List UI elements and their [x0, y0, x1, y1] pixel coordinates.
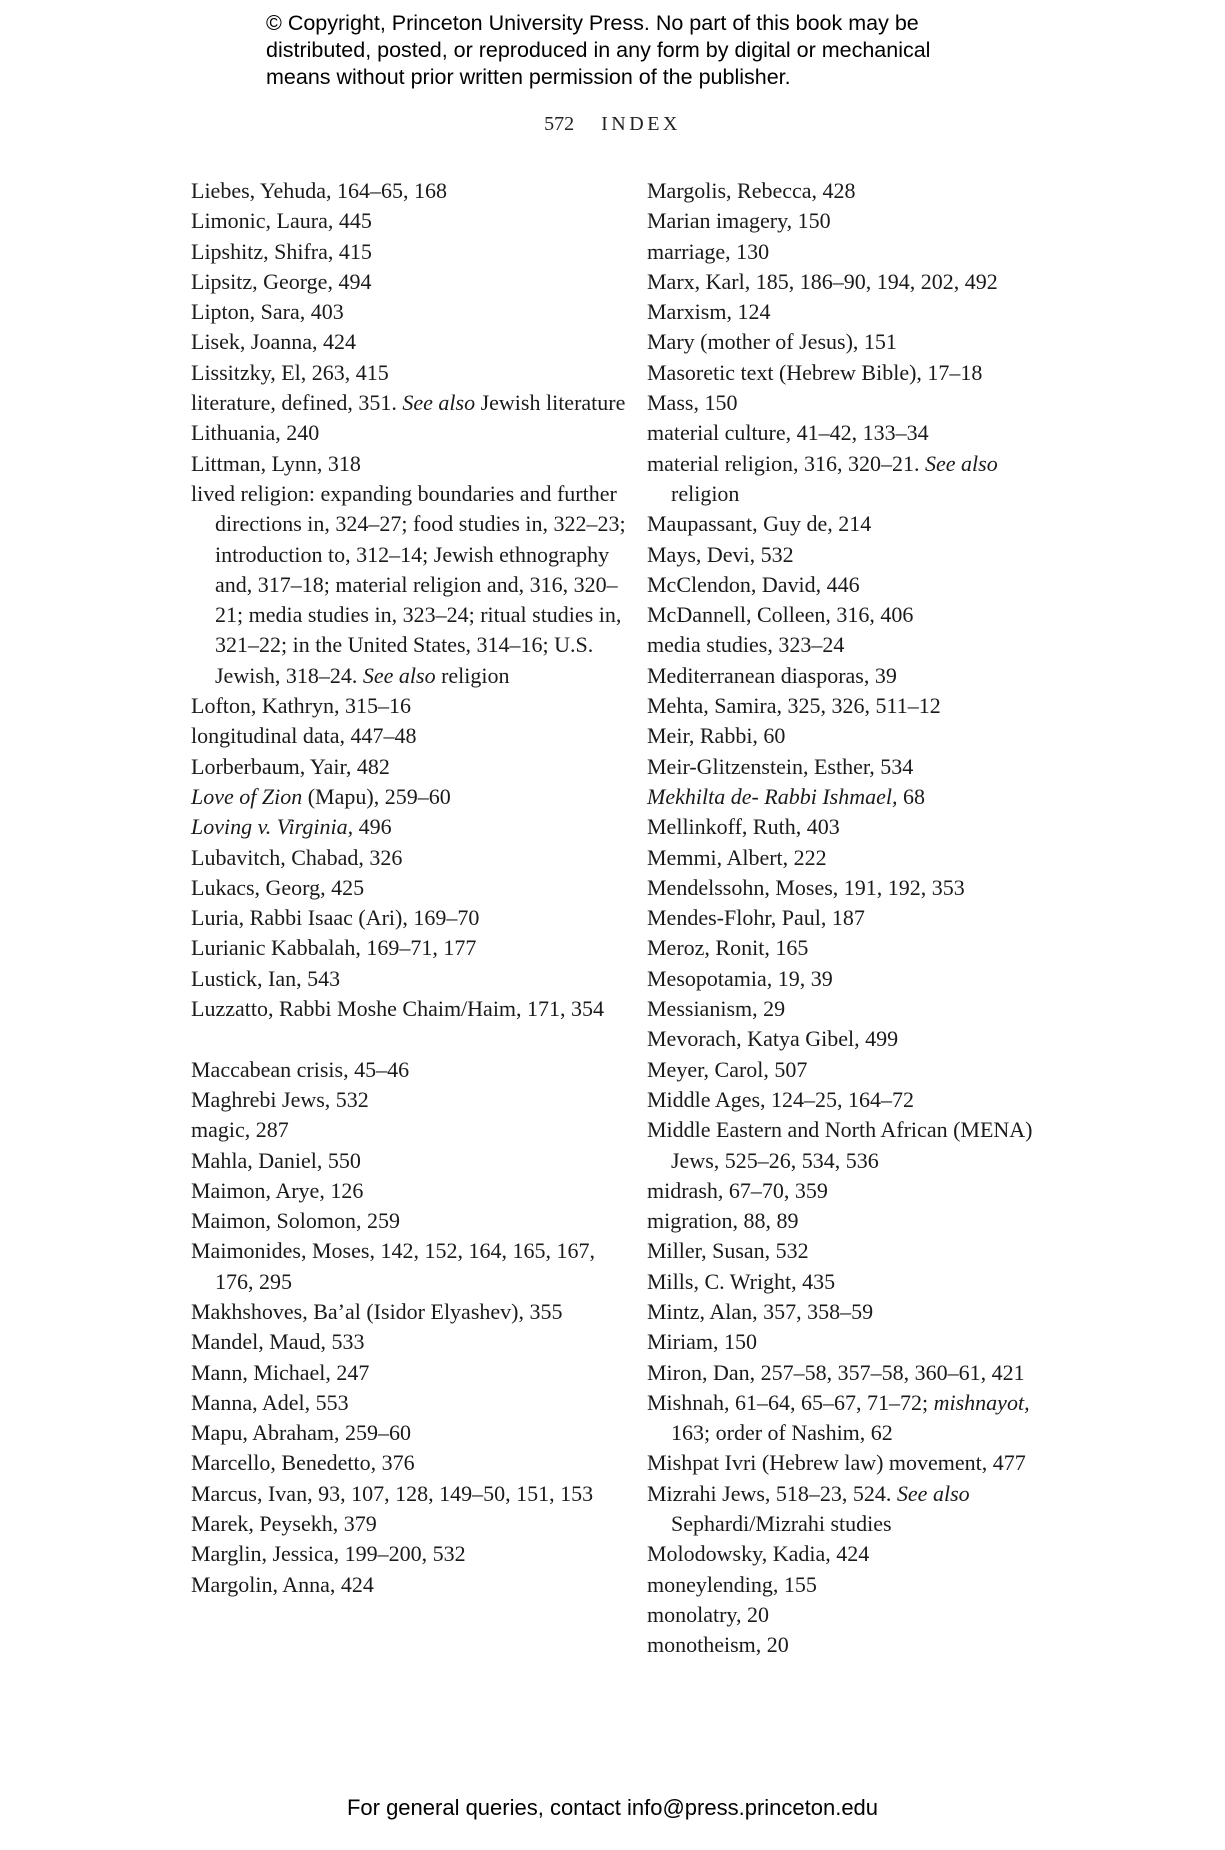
index-entry: Marcello, Benedetto, 376	[191, 1450, 415, 1476]
index-entry: Love of Zion (Mapu), 259–60	[191, 783, 451, 809]
index-entry: Mehta, Samira, 325, 326, 511–12	[647, 693, 941, 719]
index-entry: Luzzatto, Rabbi Moshe Chaim/Haim, 171, 354	[191, 996, 605, 1022]
index-entry: material culture, 41–42, 133–34	[647, 420, 929, 446]
index-entry: Mills, C. Wright, 435	[647, 1268, 836, 1294]
index-entry: Lipshitz, Shifra, 415	[191, 238, 372, 264]
index-entry: Mendes-Flohr, Paul, 187	[647, 905, 865, 931]
index-entry: Mellinkoff, Ruth, 403	[647, 814, 840, 840]
index-entry: Lurianic Kabbalah, 169–71, 177	[191, 935, 477, 961]
index-entry: migration, 88, 89	[647, 1208, 799, 1234]
index-entry: Mahla, Daniel, 550	[191, 1147, 361, 1173]
index-entry: Mizrahi Jews, 518–23, 524. See also Sephardi/Mizrahi studies	[647, 1480, 970, 1537]
index-entry: Maimon, Solomon, 259	[191, 1208, 401, 1234]
index-entry: Marian imagery, 150	[647, 208, 831, 234]
index-entry: Luria, Rabbi Isaac (Ari), 169–70	[191, 905, 480, 931]
index-entry: Mary (mother of Jesus), 151	[647, 329, 897, 355]
index-entry: Mevorach, Katya Gibel, 499	[647, 1026, 899, 1052]
index-entry: Mandel, Maud, 533	[191, 1329, 365, 1355]
index-entry: Mishpat Ivri (Hebrew law) movement, 477	[647, 1450, 1026, 1476]
index-entry: Maghrebi Jews, 532	[191, 1086, 369, 1112]
index-entry: Lofton, Kathryn, 315–16	[191, 693, 411, 719]
index-entry: Molodowsky, Kadia, 424	[647, 1541, 870, 1567]
index-entry: Lipton, Sara, 403	[191, 299, 344, 325]
index-entry: monolatry, 20	[647, 1601, 769, 1627]
index-entry: Liebes, Yehuda, 164–65, 168	[191, 178, 448, 203]
index-entry: Mann, Michael, 247	[191, 1359, 370, 1385]
index-entry: Maimon, Arye, 126	[191, 1177, 364, 1203]
section-title: INDEX	[601, 113, 681, 135]
index-entry: Masoretic text (Hebrew Bible), 17–18	[647, 359, 983, 385]
index-column-right	[647, 176, 1067, 1661]
index-entry: Mendelssohn, Moses, 191, 192, 353	[647, 874, 965, 900]
index-entry: moneylending, 155	[647, 1571, 817, 1597]
index-entry: Mintz, Alan, 357, 358–59	[647, 1298, 874, 1324]
index-entry: Meroz, Ronit, 165	[647, 935, 809, 961]
index-entry: Mediterranean diasporas, 39	[647, 662, 897, 688]
index-entry: Manna, Adel, 553	[191, 1389, 349, 1415]
index-entry: Makhshoves, Ba’al (Isidor Elyashev), 355	[191, 1298, 563, 1324]
index-entry: Margolis, Rebecca, 428	[647, 178, 856, 203]
index-entry: Maupassant, Guy de, 214	[647, 511, 872, 537]
index-entry: Lisek, Joanna, 424	[191, 329, 356, 355]
index-entry: Maccabean crisis, 45–46	[191, 1056, 410, 1082]
index-entry: Marglin, Jessica, 199–200, 532	[191, 1541, 466, 1567]
index-entry: Lissitzky, El, 263, 415	[191, 359, 389, 385]
index-column-left	[191, 176, 631, 1600]
index-entry: Loving v. Virginia, 496	[191, 814, 392, 840]
index-entry: Mesopotamia, 19, 39	[647, 965, 833, 991]
running-head	[0, 113, 1225, 136]
index-entry: Miron, Dan, 257–58, 357–58, 360–61, 421	[647, 1359, 1025, 1385]
index-entry: Marek, Peysekh, 379	[191, 1511, 377, 1537]
index-entry: Meyer, Carol, 507	[647, 1056, 808, 1082]
index-entry: Mishnah, 61–64, 65–67, 71–72; mishnayot, 163; order of Nashim, 62	[647, 1389, 1030, 1446]
index-entry: Maimonides, Moses, 142, 152, 164, 165, 167, 176, 295	[191, 1238, 595, 1294]
index-entry: McDannell, Colleen, 316, 406	[647, 602, 914, 628]
index-entry: Marx, Karl, 185, 186–90, 194, 202, 492	[647, 268, 998, 294]
index-entry: Lorberbaum, Yair, 482	[191, 753, 390, 779]
index-entry: Limonic, Laura, 445	[191, 208, 372, 234]
index-entry: lived religion: expanding boundaries and further directions in, 324–27; food studies in, 322–23; introduction to, 312–14; Jewish ethnography and, 317–18; material religion and, 316, 320–21; media studies in, 323–24; ritual studies in, 321–22; in the United States, 314–16; U.S. Jewish, 318–24. See also religion	[191, 480, 626, 688]
index-entry: marriage, 130	[647, 238, 770, 264]
index-entry: Lipsitz, George, 494	[191, 268, 372, 294]
index-entry: media studies, 323–24	[647, 632, 845, 658]
index-entry: Miller, Susan, 532	[647, 1238, 809, 1264]
index-entry: Messianism, 29	[647, 996, 786, 1022]
index-entry: Meir, Rabbi, 60	[647, 723, 786, 749]
index-entry: McClendon, David, 446	[647, 571, 860, 597]
index-entry: magic, 287	[191, 1117, 289, 1143]
index-entry: Margolin, Anna, 424	[191, 1571, 374, 1597]
index-entry: midrash, 67–70, 359	[647, 1177, 828, 1203]
index-entry: Lithuania, 240	[191, 420, 320, 446]
index-entry: Littman, Lynn, 318	[191, 450, 361, 476]
index-entry: longitudinal data, 447–48	[191, 723, 417, 749]
footer-contact: For general queries, contact info@press.princeton.edu	[346, 1795, 879, 1820]
index-entry: Lukacs, Georg, 425	[191, 874, 365, 900]
index-entry: Marxism, 124	[647, 299, 771, 325]
index-entry: Middle Eastern and North African (MENA) Jews, 525–26, 534, 536	[647, 1117, 1033, 1173]
index-entry: literature, defined, 351. See also Jewish literature	[191, 390, 626, 416]
index-entry: Mekhilta de- Rabbi Ishmael, 68	[647, 783, 925, 809]
index-entry: Marcus, Ivan, 93, 107, 128, 149–50, 151, 153	[191, 1480, 594, 1506]
letter-gap	[191, 1024, 631, 1054]
index-entry: Memmi, Albert, 222	[647, 844, 827, 870]
page-number: 572	[544, 113, 575, 135]
index-entry: material religion, 316, 320–21. See also religion	[647, 450, 998, 506]
index-entry: Miriam, 150	[647, 1329, 757, 1355]
index-entry: Lubavitch, Chabad, 326	[191, 844, 403, 870]
index-entry: Mays, Devi, 532	[647, 541, 794, 567]
index-entry: Lustick, Ian, 543	[191, 965, 341, 991]
index-entry: Meir-Glitzenstein, Esther, 534	[647, 753, 914, 779]
copyright-notice: © Copyright, Princeton University Press. No part of this book may be distributed, posted, or reproduced in any form by digital or mechanical means without prior written permission of the publisher.	[266, 11, 931, 89]
index-entry: monotheism, 20	[647, 1632, 789, 1658]
index-entry: Middle Ages, 124–25, 164–72	[647, 1086, 915, 1112]
index-entry: Mass, 150	[647, 390, 738, 416]
index-entry: Mapu, Abraham, 259–60	[191, 1420, 411, 1446]
